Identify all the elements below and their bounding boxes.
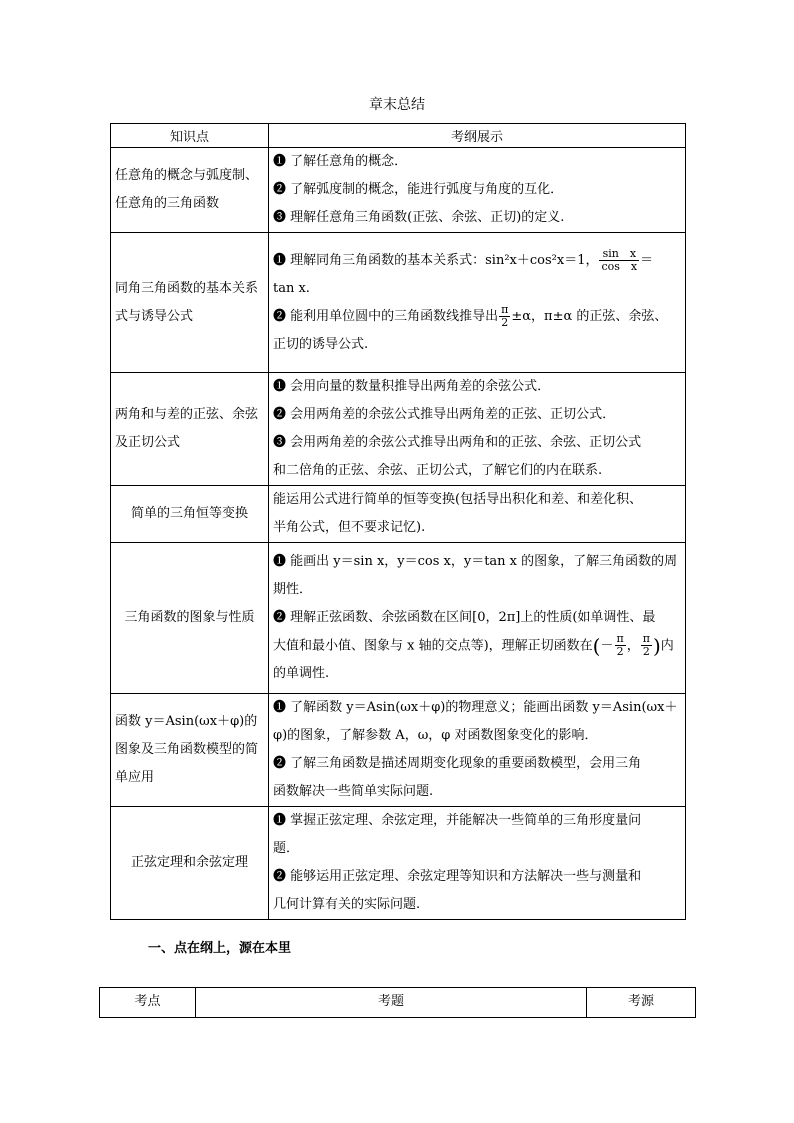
content-line: ❷ 理解正弦函数、余弦函数在区间[0，2π]上的性质(如单调性、最 [273,609,656,625]
content-line: ❶ 掌握正弦定理、余弦定理，并能解决一些简单的三角形度量问 [273,813,642,828]
text-segment: ＝ [640,252,654,268]
content-cell [269,543,686,694]
content-line: ❸ 理解任意角三角函数(正弦、余弦、正切)的定义. [273,210,565,225]
table-header-row [111,124,686,148]
table-row [111,543,686,694]
table-header-row [100,988,696,1018]
content-line: tan x. [273,280,310,296]
table-row [111,233,686,373]
fraction-denominator: 2 [501,315,509,329]
header-exam-point: 考点 [100,988,196,1018]
fraction-denominator: 2 [642,645,650,659]
content-line: φ)的图象，了解参数 A，ω，φ 对函数图象变化的影响． [273,728,598,743]
content-line: 期性． [273,581,313,597]
content-cell [269,486,686,543]
text-segment: ±α，π±α 的正弦、余弦、 [511,308,668,324]
fraction-numerator: π [501,302,509,316]
table-row [111,486,686,543]
content-line [273,247,681,275]
fraction-denominator: cos x [601,259,638,273]
minus-sign: － [600,638,614,654]
content-line: 的单调性. [273,666,330,682]
content-line: ❷ 能够运用正弦定理、余弦定理等知识和方法解决一些与测量和 [273,869,642,884]
content-line: 题． [273,841,300,856]
text-segment: 大值和最小值、图象与 x 轴的交点等)，理解正切函数在 [273,638,593,654]
content-cell [269,694,686,807]
content-line: 和二倍角的正弦、余弦、正切公式，了解它们的内在联系. [273,463,603,478]
header-syllabus-display: 考纲展示 [269,124,686,148]
fraction-numerator: π [642,632,650,646]
syllabus-outline-table [110,123,686,920]
topic-cell: 三角函数的图象与性质 [111,543,269,694]
content-line [273,632,681,661]
content-line [273,303,681,331]
content-line: 正切的诱导公式. [273,336,369,352]
topic-cell: 任意角的概念与弧度制、任意角的三角函数 [111,148,269,233]
table-row [111,373,686,486]
fraction-pi-over-2 [641,633,652,658]
topic-cell: 正弦定理和余弦定理 [111,807,269,920]
text-segment: ❷ 能利用单位圆中的三角函数线推导出 [273,308,499,324]
topic-cell: 简单的三角恒等变换 [111,486,269,543]
exam-source-table [99,987,696,1018]
open-paren: ( [592,633,601,658]
fraction-pi-over-2 [499,304,510,329]
comma: ， [626,638,640,654]
content-line: ❸ 会用两角差的余弦公式推导出两角和的正弦、余弦、正切公式 [273,435,642,450]
content-line: 几何计算有关的实际问题. [273,897,421,912]
table-row [111,148,686,233]
text-segment: 内 [660,638,674,654]
header-exam-question: 考题 [196,988,587,1018]
content-cell [269,233,686,373]
fraction-numerator: π [616,632,624,646]
text-segment: ❶ 理解同角三角函数的基本关系式：sin²x＋cos²x＝1， [273,252,599,268]
content-line: ❷ 了解三角函数是描述周期变化现象的重要函数模型，会用三角 [273,756,642,771]
topic-cell: 两角和与差的正弦、余弦及正切公式 [111,373,269,486]
close-paren: ) [652,633,661,658]
fraction-denominator: 2 [616,645,624,659]
section-heading: 一、点在纲上，源在本里 [148,941,292,956]
content-line: ❶ 了解函数 y＝Asin(ωx＋φ)的物理意义；能画出函数 y＝Asin(ωx＋ [273,700,678,715]
header-exam-source: 考源 [587,988,696,1018]
table-row [111,807,686,920]
table-row [111,694,686,807]
content-line: ❷ 了解弧度制的概念，能进行弧度与角度的互化． [273,182,564,197]
fraction-sin-over-cos [599,248,639,273]
content-line: ❶ 能画出 y＝sin x，y＝cos x，y＝tan x 的图象，了解三角函数的周 [273,553,678,569]
topic-cell: 同角三角函数的基本关系式与诱导公式 [111,233,269,373]
content-line: ❷ 会用两角差的余弦公式推导出两角差的正弦、正切公式． [273,407,616,422]
content-cell [269,373,686,486]
content-line: ❶ 了解任意角的概念． [273,154,408,169]
content-cell [269,148,686,233]
content-cell [269,807,686,920]
content-line: 函数解决一些简单实际问题. [273,784,434,799]
fraction-pi-over-2 [615,633,626,658]
content-line: 能运用公式进行简单的恒等变换(包括导出积化和差、和差化积、 [273,492,643,507]
header-knowledge-point: 知识点 [111,124,269,148]
page-title: 章末总结 [369,97,425,113]
content-line: 半角公式，但不要求记忆). [273,520,426,535]
fraction-numerator: sin x [599,248,639,261]
content-line: ❶ 会用向量的数量积推导出两角差的余弦公式． [273,379,551,394]
topic-cell: 函数 y＝Asin(ωx＋φ)的图象及三角函数模型的简单应用 [111,694,269,807]
